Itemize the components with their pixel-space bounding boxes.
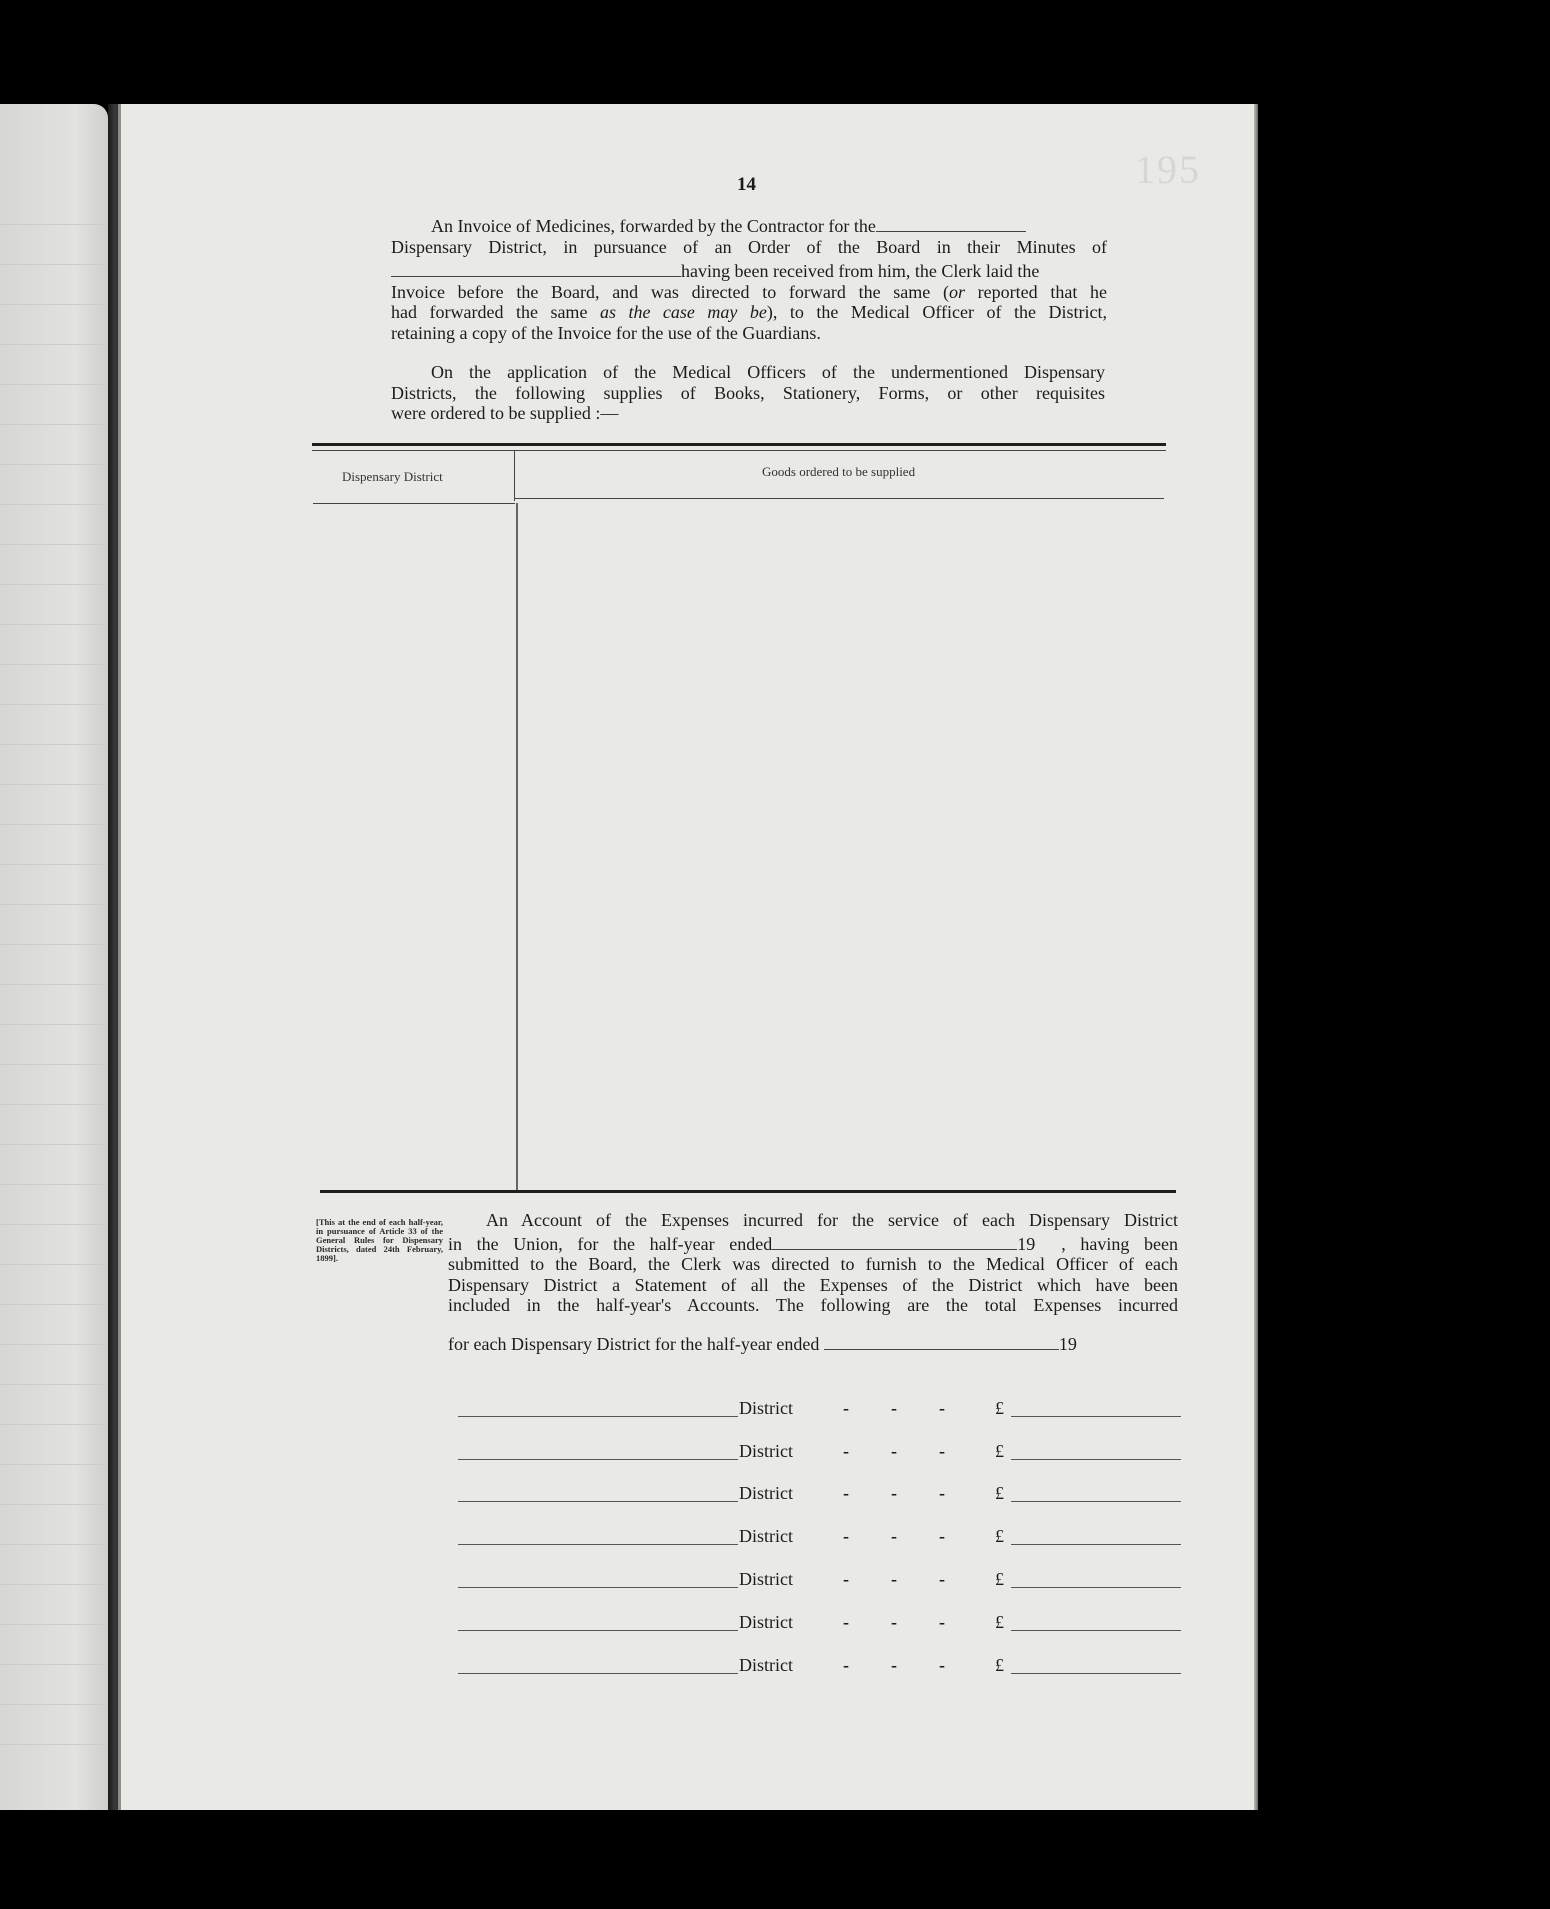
ruled-line [0,1224,106,1225]
dash: - [843,1398,849,1418]
account-line-1: An Account of the Expenses incurred for the service of each Dispensary District [486,1210,1178,1230]
goods-table-body[interactable] [312,505,1166,1190]
ruled-line [0,1264,106,1265]
invoice-line-2: Dispensary District, in pursuance of an Order of the Board in their Minutes of [391,236,1107,257]
district-name-blank[interactable] [458,1416,738,1417]
district-label: District [739,1655,793,1675]
ruled-line [0,224,106,225]
invoice-line-1: An Invoice of Medicines, forwarded by the Contractor for the [391,216,1107,237]
account-line-3: submitted to the Board, the Clerk was directed to furnish to the Medical Officer of each [448,1254,1178,1274]
ruled-line [0,464,106,465]
ruled-line [0,1144,106,1145]
district-row [448,1396,1188,1426]
ruled-line [0,344,106,345]
dash: - [843,1569,849,1589]
ruled-line [0,1464,106,1465]
ruled-line [0,1304,106,1305]
facing-left-page [0,104,108,1810]
dash: - [891,1398,897,1418]
ruled-line [0,1104,106,1105]
district-label: District [739,1483,793,1503]
ruled-line [0,704,106,705]
invoice-line-3: having been received from him, the Clerk laid the [391,261,1107,282]
page-edge [1254,104,1258,1810]
application-paragraph [391,362,1105,424]
ruled-line [0,904,106,905]
amount-blank[interactable] [1011,1630,1181,1631]
district-name-blank[interactable] [458,1673,738,1674]
ruled-line [0,824,106,825]
ruled-line [0,1744,106,1745]
amount-blank[interactable] [1011,1501,1181,1502]
show-through-page-number: 195 [1135,147,1201,192]
header-column-divider [514,451,515,501]
half-year-ended-blank-2 [824,1335,1059,1350]
district-label: District [739,1569,793,1589]
dash: - [939,1655,945,1675]
pound-sign: £ [995,1398,1004,1418]
page-number: 14 [737,174,756,195]
ruled-line [0,664,106,665]
amount-blank[interactable] [1011,1587,1181,1588]
amount-blank[interactable] [1011,1416,1181,1417]
ruled-line [0,584,106,585]
district-name-blank[interactable] [458,1630,738,1631]
margin-note: [This at the end of each half-year, in pursuance of Article 33 of the General Rules for Dispensary Districts, dated 24th February, 1899]. [316,1217,443,1263]
dash: - [891,1569,897,1589]
account-line-4: Dispensary District a Statement of all the Expenses of the District which have been [448,1274,1178,1295]
ruled-line [0,1384,106,1385]
district-label: District [739,1398,793,1418]
ruled-line [0,784,106,785]
minutes-date-blank [391,262,681,277]
pound-sign: £ [995,1655,1004,1675]
ruled-line [0,544,106,545]
district-row [448,1439,1188,1469]
header-bottom-rule [514,498,1164,499]
ruled-line [0,984,106,985]
dash: - [843,1483,849,1503]
table-top-rule [312,443,1166,446]
district-row [448,1610,1188,1640]
dash: - [891,1655,897,1675]
ruled-line [0,1704,106,1705]
ruled-line [0,864,106,865]
ruled-line [0,1544,106,1545]
district-label: District [739,1612,793,1632]
invoice-line-6: retaining a copy of the Invoice for the use of the Guardians. [391,322,821,343]
dash: - [939,1612,945,1632]
table-top-inner-rule [312,450,1166,451]
pound-sign: £ [995,1526,1004,1546]
account-line-6: for each Dispensary District for the half-year ended 19 [448,1334,1077,1354]
account-paragraph [448,1210,1178,1316]
amount-blank[interactable] [1011,1544,1181,1545]
ruled-line [0,624,106,625]
dash: - [843,1526,849,1546]
invoice-paragraph [391,216,1107,343]
district-name-blank[interactable] [458,1501,738,1502]
account-line-5: included in the half-year's Accounts. The following are the total Expenses incurred [448,1295,1178,1315]
district-row [448,1567,1188,1597]
district-label: District [739,1526,793,1546]
ruled-line [0,1184,106,1185]
pound-sign: £ [995,1441,1004,1461]
ruled-line [0,944,106,945]
district-name-blank[interactable] [458,1544,738,1545]
contractor-blank [876,217,1026,232]
header-goods-ordered: Goods ordered to be supplied [762,464,916,479]
application-line-1: On the application of the Medical Officers of the undermentioned Dispensary [431,362,1105,382]
dash: - [891,1526,897,1546]
ruled-line [0,1344,106,1345]
ruled-line [0,744,106,745]
district-name-blank[interactable] [458,1587,738,1588]
pound-sign: £ [995,1569,1004,1589]
amount-blank[interactable] [1011,1459,1181,1460]
ruled-line [0,1064,106,1065]
invoice-line-5: had forwarded the same as the case may be), to the Medical Officer of the District, [391,302,1107,322]
invoice-line-4: Invoice before the Board, and was directed to forward the same (or reported that he [391,281,1107,302]
district-row [448,1653,1188,1683]
ruled-line [0,304,106,305]
dash: - [939,1526,945,1546]
header-dispensary-district: Dispensary District [342,469,443,484]
ruled-line [0,384,106,385]
header-bottom-rule-left [313,503,515,504]
dash: - [939,1398,945,1418]
table-bottom-rule [320,1190,1176,1193]
half-year-ended-blank [772,1235,1017,1250]
dash: - [843,1441,849,1461]
application-line-3: were ordered to be supplied :— [391,403,619,423]
district-row [448,1524,1188,1554]
dash: - [939,1569,945,1589]
dash: - [891,1612,897,1632]
ruled-line [0,1584,106,1585]
ruled-line [0,504,106,505]
pound-sign: £ [995,1483,1004,1503]
dash: - [939,1441,945,1461]
dash: - [891,1483,897,1503]
ruled-line [0,264,106,265]
dash: - [891,1441,897,1461]
district-name-blank[interactable] [458,1459,738,1460]
ruled-line [0,1024,106,1025]
district-label: District [739,1441,793,1461]
application-line-2: Districts, the following supplies of Books, Stationery, Forms, or other requisites [391,382,1105,403]
pound-sign: £ [995,1612,1004,1632]
ruled-line [0,1424,106,1425]
amount-blank[interactable] [1011,1673,1181,1674]
dash: - [843,1612,849,1632]
account-line-2: in the Union, for the half-year ended 19 , having been [448,1233,1178,1254]
ruled-line [0,1624,106,1625]
district-row [448,1481,1188,1511]
ruled-line [0,424,106,425]
ruled-line [0,1504,106,1505]
ruled-line [0,1664,106,1665]
dash: - [939,1483,945,1503]
dash: - [843,1655,849,1675]
